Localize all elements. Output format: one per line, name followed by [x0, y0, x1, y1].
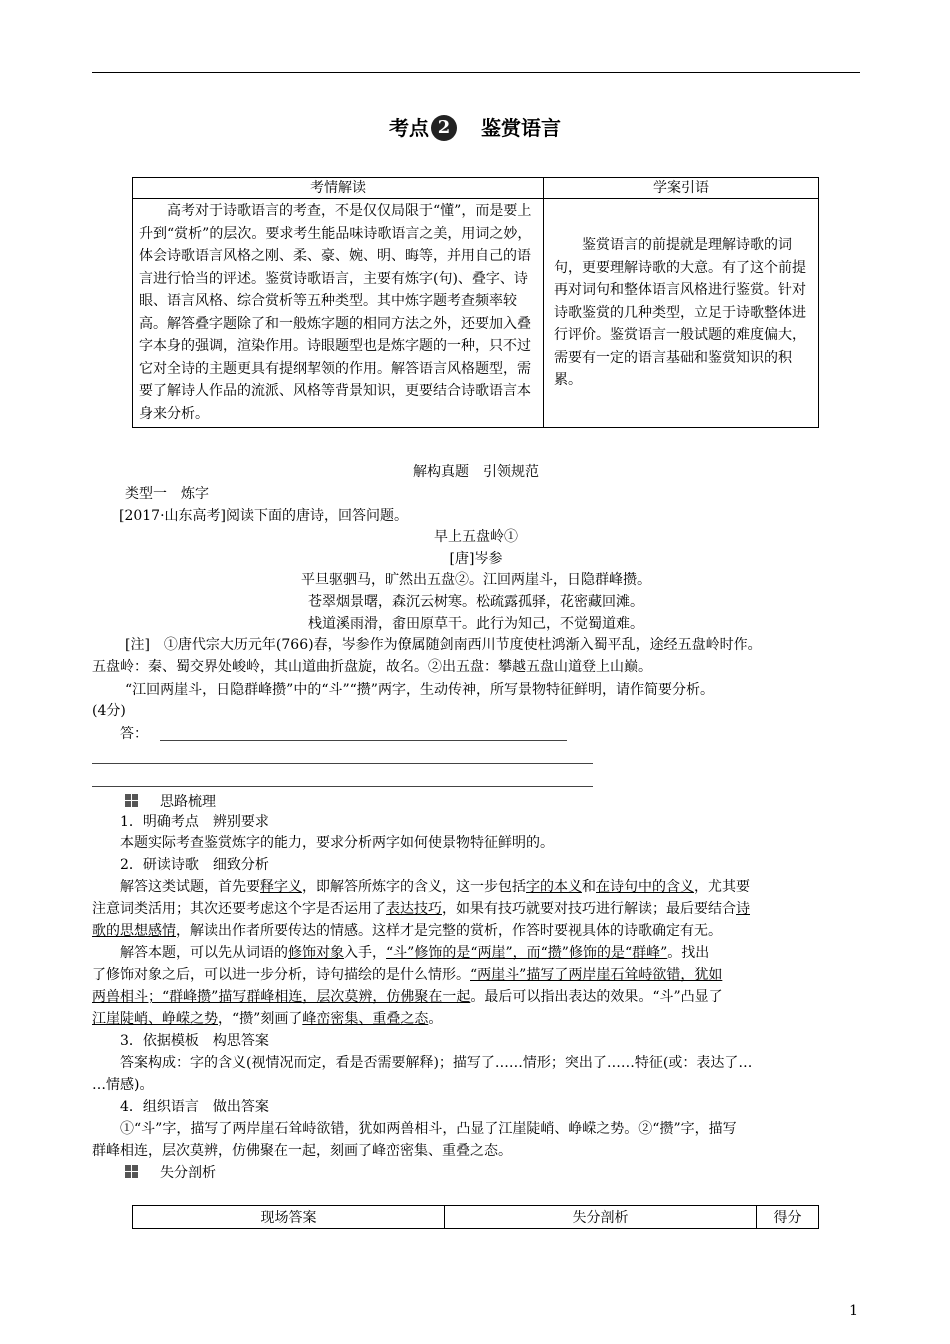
note-line-1: [注] ①唐代宗大历元年(766)春，岑参作为僚属随剑南西川节度使杜鸿渐入蜀平乱，途经五盘岭时作。	[125, 637, 762, 653]
answer-label: 答：	[120, 726, 148, 742]
col2-header: 学案引语	[544, 178, 819, 199]
title-prefix: 考点	[389, 116, 429, 140]
col-answer: 现场答案	[133, 1206, 445, 1229]
step2-para-line-2: 注意词类活用；其次还要考虑这个字是否运用了表达技巧，如果有技巧就要对技巧进行解读；最后要结合诗	[92, 901, 750, 917]
step3-title: 3．依据模板 构思答案	[120, 1033, 269, 1049]
question-line-2: (4分)	[92, 703, 126, 719]
step2-para-line-7: 江崖陡峭、峥嵘之势，“攒”刻画了峰峦密集、重叠之态。	[92, 1011, 443, 1027]
section-square-icon	[125, 794, 138, 807]
poem-title: 早上五盘岭①	[434, 529, 518, 545]
col1-text: 高考对于诗歌语言的考查，不是仅仅局限于“懂”，而是要上升到“赏析”的层次。要求考生能品味诗歌语言之美，用词之妙，体会诗歌语言风格之刚、柔、豪、婉、明、晦等，并用自己的语言进行恰当的评述。鉴赏诗歌语言，主要有炼字(句)、叠字、诗眼、语言风格、综合赏析等五种类型。其中炼字题考查频率较高。解答叠字题除了和一般炼字题的相同方法之外，还要加入叠字本身的强调，渲染作用。诗眼题型也是炼字题的一种，只不过它对全诗的主题更具有提纲挈领的作用。解答语言风格题型，需要了解诗人作品的流派、风格等背景知识，更要结合诗歌语言本身来分析。	[139, 203, 532, 422]
step4-line-1: ①“斗”字，描写了两岸崖石耸峙欲错，犹如两兽相斗，凸显了江崖陡峭、峥嵘之势。②“攒”字，描写	[120, 1121, 737, 1137]
col-analysis: 失分剖析	[445, 1206, 757, 1229]
step2-para-line-3: 歌的思想感情，解读出作者所要传达的情感。这样才是完整的赏析，作答时要视具体的诗歌确定有无。	[92, 923, 722, 939]
step3-line-1: 答案构成：字的含义(视情况而定，看是否需要解释)；描写了……情形；突出了……特征(或：表达了…	[120, 1055, 753, 1071]
col2-body	[544, 199, 819, 428]
step2-para-line-4: 解答本题，可以先从词语的修饰对象入手，“斗”修饰的是“两崖”，而“攒”修饰的是“群峰”。找出	[120, 945, 710, 961]
question-intro: [2017·山东高考]阅读下面的唐诗，回答问题。	[119, 508, 409, 524]
page-number: 1	[849, 1303, 858, 1319]
answer-line-3[interactable]	[92, 786, 593, 787]
step1-title: 1．明确考点 辨别要求	[120, 814, 269, 830]
answer-line-2[interactable]	[92, 763, 593, 764]
poem-line-1: 平旦驱驷马，旷然出五盘②。江回两崖斗，日隐群峰攒。	[301, 572, 651, 588]
title-main: 鉴赏语言	[481, 116, 561, 140]
col1-header: 考情解读	[133, 178, 544, 199]
note-line-2: 五盘岭：秦、蜀交界处峻岭，其山道曲折盘旋，故名。②出五盘：攀越五盘山道登上山巅。	[92, 659, 652, 675]
type-label: 类型一 炼字	[125, 486, 209, 502]
number-badge: 2	[431, 115, 457, 141]
thinking-heading	[92, 792, 893, 813]
loss-heading-text: 失分剖析	[160, 1165, 216, 1181]
poem-author: [唐]岑参	[449, 551, 503, 567]
step2-title: 2．研读诗歌 细致分析	[120, 857, 269, 873]
step4-title: 4．组织语言 做出答案	[120, 1099, 269, 1115]
answer-line-1[interactable]	[160, 740, 567, 741]
section-heading: 解构真题 引领规范	[413, 464, 539, 480]
col2-text: 鉴赏语言的前提就是理解诗歌的词句，更要理解诗歌的大意。有了这个前提再对词句和整体语言风格进行鉴赏。针对诗歌鉴赏的几种类型，立足于诗歌整体进行评价。鉴赏语言一般试题的难度偏大，需要有一定的语言基础和鉴赏知识的积累。	[554, 237, 806, 389]
col1-body	[133, 199, 544, 428]
top-rule	[92, 72, 860, 73]
poem-line-2: 苍翠烟景曙，森沉云树寒。松疏露孤驿，花密藏回滩。	[308, 594, 644, 610]
step3-line-2: …情感)。	[92, 1077, 154, 1093]
page-title	[0, 112, 950, 141]
section-square-icon	[125, 1165, 138, 1178]
step2-para-line-6: 两兽相斗；“群峰攒”描写群峰相连，层次莫辨，仿佛聚在一起。最后可以指出表达的效果。“斗”凸显了	[92, 989, 723, 1005]
question-line-1: “江回两崖斗，日隐群峰攒”中的“斗”“攒”两字，生动传神，所写景物特征鲜明，请作简要分析。	[125, 682, 714, 698]
step2-para-line-1: 解答这类试题，首先要释字义，即解答所炼字的含义，这一步包括字的本义和在诗句中的含义，尤其要	[120, 879, 750, 895]
step1-text: 本题实际考查鉴赏炼字的能力，要求分析两字如何使景物特征鲜明的。	[120, 835, 554, 851]
thinking-heading-text: 思路梳理	[160, 794, 216, 810]
loss-table	[132, 1205, 819, 1229]
info-table	[132, 177, 819, 428]
col-score: 得分	[757, 1206, 819, 1229]
loss-heading	[92, 1163, 893, 1184]
step2-para-line-5: 了修饰对象之后，可以进一步分析，诗句描绘的是什么情形。“两崖斗”描写了两岸崖石耸峙欲错，犹如	[92, 967, 723, 983]
poem-line-3: 栈道溪雨滑，畬田原草干。此行为知己，不觉蜀道难。	[308, 616, 644, 632]
step4-line-2: 群峰相连，层次莫辨，仿佛聚在一起，刻画了峰峦密集、重叠之态。	[92, 1143, 512, 1159]
